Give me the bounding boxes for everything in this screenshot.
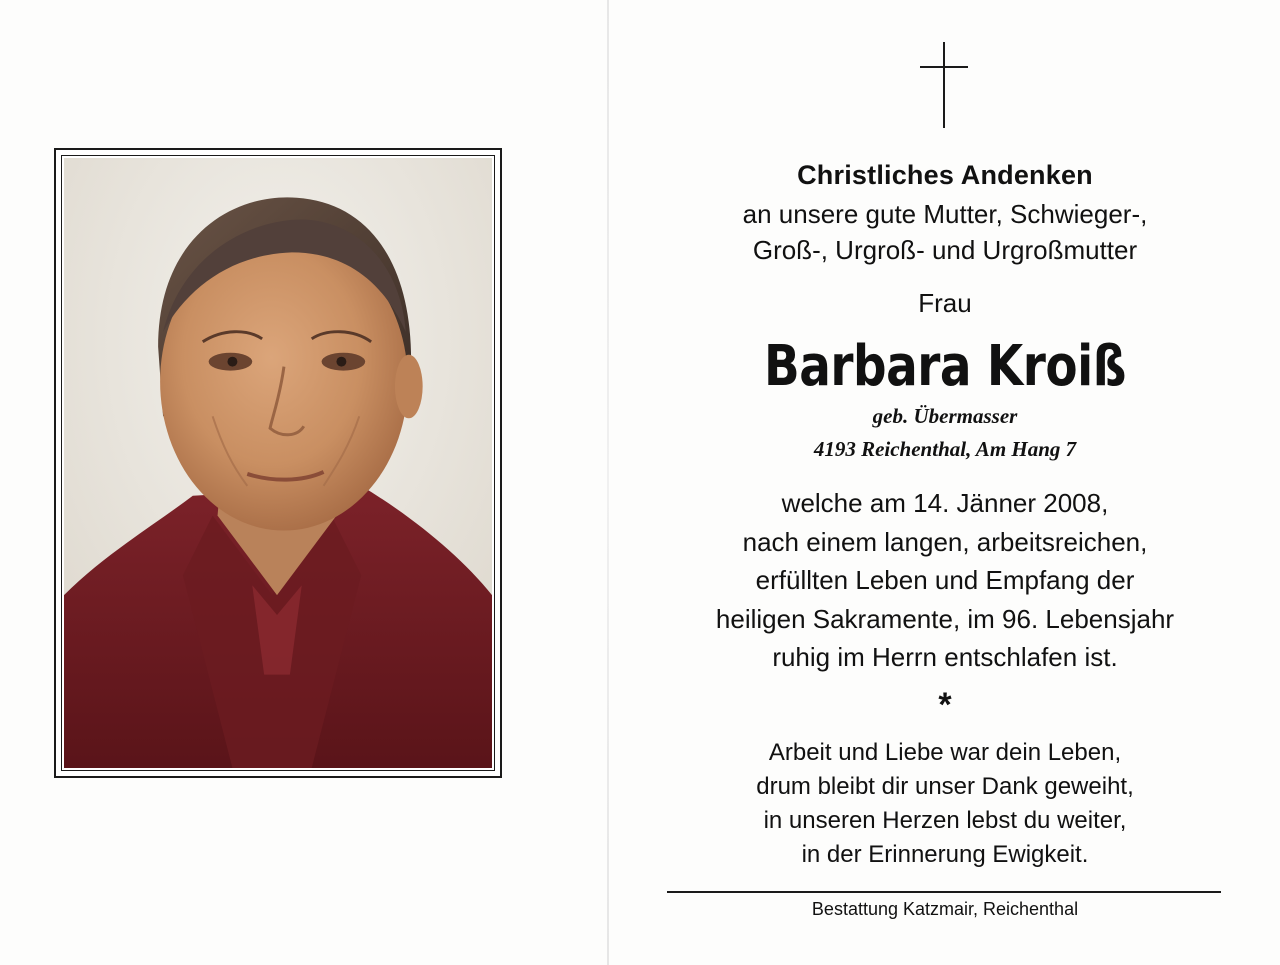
death-notice-line: ruhig im Herrn entschlafen ist. [772, 642, 1118, 672]
portrait-frame [54, 148, 502, 778]
portrait-photo [64, 158, 492, 768]
portrait-illustration [64, 158, 492, 768]
card-heading: Christliches Andenken [797, 160, 1093, 190]
death-notice [620, 484, 1270, 677]
death-notice-line: heiligen Sakramente, im 96. Lebensjahr [715, 603, 1175, 634]
maiden-name: geb. Übermasser [872, 404, 1018, 428]
verse-line: Arbeit und Liebe war dein Leben, [768, 739, 1122, 766]
dedication-text [620, 196, 1270, 268]
verse-line: in der Erinnerung Ewigkeit. [801, 841, 1089, 868]
cross-icon [920, 42, 968, 130]
dedication-line: an unsere gute Mutter, Schwieger-, [742, 199, 1148, 229]
death-notice-line: welche am 14. Jänner 2008, [781, 488, 1109, 518]
undertaker-credit: Bestattung Katzmair, Reichenthal [811, 899, 1079, 919]
verse-line: in unseren Herzen lebst du weiter, [763, 807, 1127, 834]
dedication-line: Groß-, Urgroß- und Urgroßmutter [752, 235, 1138, 265]
death-notice-line: erfüllten Leben und Empfang der [755, 565, 1135, 595]
footer-divider [667, 891, 1221, 893]
card-fold [607, 0, 609, 965]
separator-asterisk: * [938, 686, 952, 724]
verse-line: drum bleibt dir unser Dank geweiht, [756, 773, 1134, 800]
cross-vertical-bar [943, 42, 945, 128]
honorific: Frau [918, 288, 972, 318]
memorial-verse [620, 736, 1270, 872]
cross-horizontal-bar [920, 66, 968, 68]
death-notice-line: nach einem langen, arbeitsreichen, [742, 526, 1148, 557]
address: 4193 Reichenthal, Am Hang 7 [813, 437, 1077, 461]
deceased-name: Barbara Kroiß [764, 334, 1126, 399]
